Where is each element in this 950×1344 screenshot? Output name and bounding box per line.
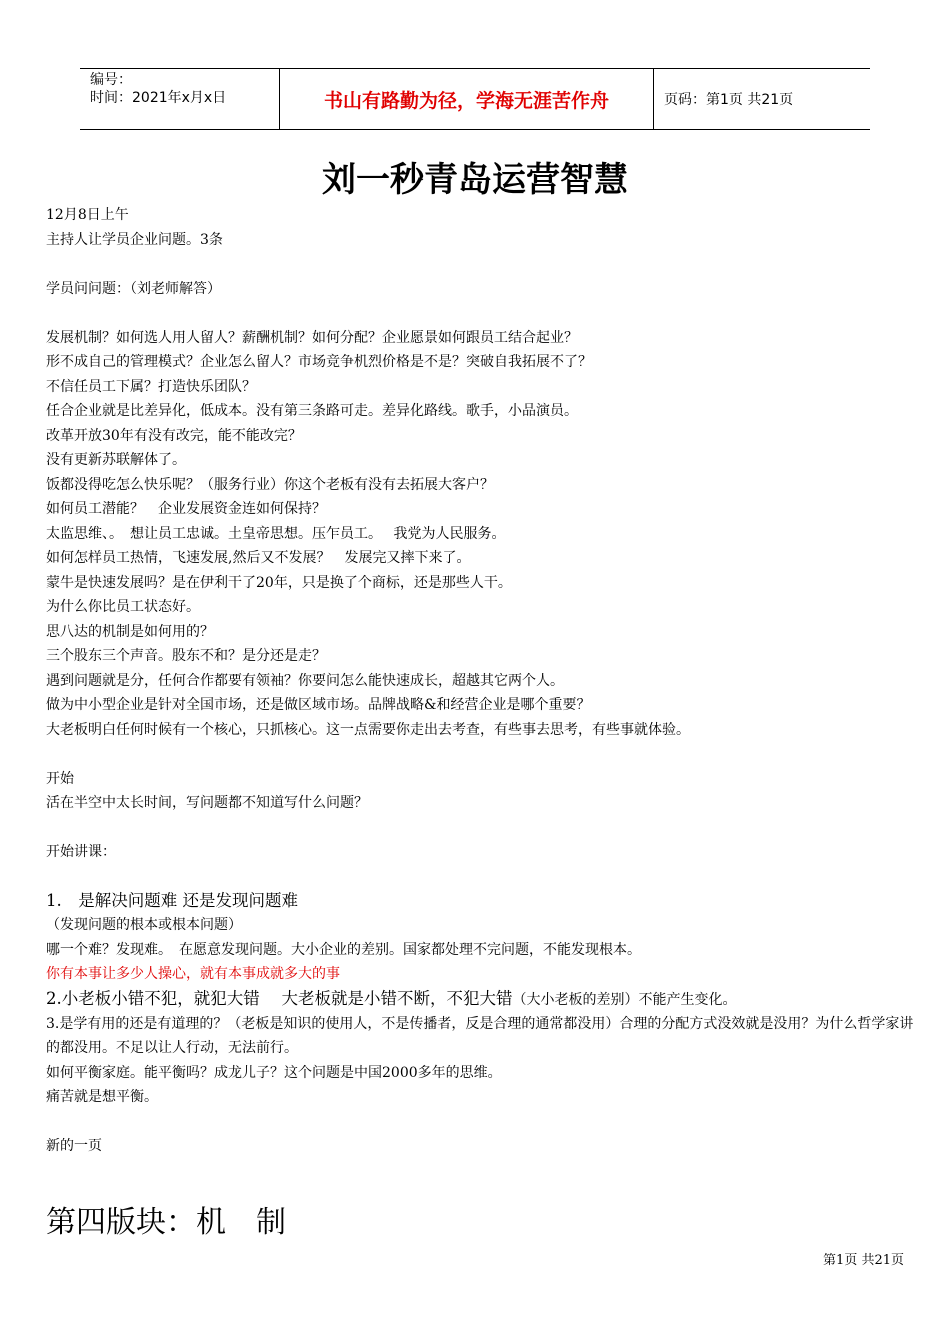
point-2-main: 2.小老板小错不犯，就犯大错 大老板就是小错不断，不犯大错	[46, 988, 513, 1008]
question-lines	[46, 203, 916, 865]
blank-line	[46, 742, 916, 767]
text-line: 形不成自己的管理模式？企业怎么留人？市场竞争机烈价格是不是？突破自我拓展不了？	[46, 354, 592, 370]
text-line: 遇到问题就是分，任何合作都要有领袖？你要问怎么能快速成长，超越其它两个人。	[46, 672, 564, 689]
spacer	[46, 865, 916, 890]
text-line: 如何怎样员工热情，飞速发展,然后又不发展？ 发展完又摔下来了。	[46, 550, 471, 566]
text-line: 为什么你比员工状态好。	[46, 599, 200, 615]
text-line: 学员问问题：（刘老师解答）	[46, 280, 221, 297]
footer-page-number: 第1页 共21页	[823, 1253, 904, 1268]
document-title: 刘一秒青岛运营智慧	[322, 160, 628, 200]
section-heading: 第四版块：机 制	[46, 1205, 286, 1240]
header-motto: 书山有路勤为径，学海无涯苦作舟	[280, 69, 654, 129]
date-label: 时间：2021年x月x日	[90, 90, 227, 106]
highlight-quote: 你有本事让多少人操心，就有本事成就多大的事	[46, 966, 340, 982]
header-meta-cell	[80, 69, 280, 129]
point-1-text: 哪一个难？发现难。 在愿意发现问题。大小企业的差别。国家都处理不完问题，不能发现根本。	[46, 941, 641, 958]
blank-line	[46, 1110, 916, 1135]
header-table	[80, 68, 870, 130]
text-line: 饭都没得吃怎么快乐呢？（服务行业）你这个老板有没有去拓展大客户？	[46, 476, 494, 493]
blank-line	[46, 252, 916, 277]
text-line: 蒙牛是快速发展吗？是在伊利干了20年，只是换了个商标，还是那些人干。	[46, 574, 512, 591]
text-line: 如何员工潜能？ 企业发展资金连如何保持？	[46, 501, 326, 517]
text-line: 开始讲课：	[46, 844, 116, 860]
point-2-text	[46, 987, 916, 1012]
document-body	[46, 203, 916, 1159]
text-line: 新的一页	[46, 1138, 102, 1154]
text-line: 改革开放30年有没有改完，能不能改完？	[46, 427, 302, 444]
blank-line	[46, 301, 916, 326]
text-line: 大老板明白任何时候有一个核心，只抓核心。这一点需要你走出去考查，有些事去思考，有些事就体验。	[46, 721, 690, 738]
text-line: 12月8日上午	[46, 207, 129, 223]
text-line: 没有更新苏联解体了。	[46, 452, 186, 468]
text-line: 不信任员工下属？打造快乐团队？	[46, 378, 256, 395]
closing-lines	[46, 1061, 916, 1159]
header-page-label: 页码：第1页 共21页	[664, 92, 794, 108]
text-line: 太监思维、。 想让员工忠诚。土皇帝思想。压乍员工。 我党为人民服务。	[46, 525, 506, 542]
text-line: 任合企业就是比差异化，低成本。没有第三条路可走。差异化路线。歌手，小品演员。	[46, 403, 578, 419]
text-line: 思八达的机制是如何用的？	[46, 623, 214, 640]
point-1-heading: 1. 是解决问题难 还是发现问题难	[46, 891, 298, 910]
text-line: 痛苦就是想平衡。	[46, 1089, 158, 1105]
text-line: 开始	[46, 770, 74, 787]
text-line: 如何平衡家庭。能平衡吗？成龙儿子？这个问题是中国2000多年的思维。	[46, 1064, 502, 1081]
text-line: 活在半空中太长时间，写问题都不知道写什么问题？	[46, 795, 368, 811]
text-line: 主持人让学员企业问题。3条	[46, 231, 223, 248]
number-label: 编号：	[90, 72, 132, 88]
text-line: 做为中小型企业是针对全国市场，还是做区域市场。品牌战略&和经营企业是哪个重要？	[46, 697, 591, 713]
blank-line	[46, 816, 916, 841]
point-3-text: 3.是学有用的还是有道理的？（老板是知识的使用人，不是传播者，反是合理的通常都没用）合理的分配方式没效就是没用？为什么哲学家讲的都没用。不足以让人行动，无法前行。	[46, 1015, 914, 1056]
text-line: 三个股东三个声音。股东不和？是分还是走？	[46, 648, 326, 664]
text-line: 发展机制？如何选人用人留人？薪酬机制？如何分配？企业愿景如何跟员工结合起业？	[46, 329, 578, 346]
point-1-subheading: （发现问题的根本或根本问题）	[46, 917, 242, 933]
point-2-tail: （大小老板的差别）不能产生变化。	[512, 991, 737, 1008]
